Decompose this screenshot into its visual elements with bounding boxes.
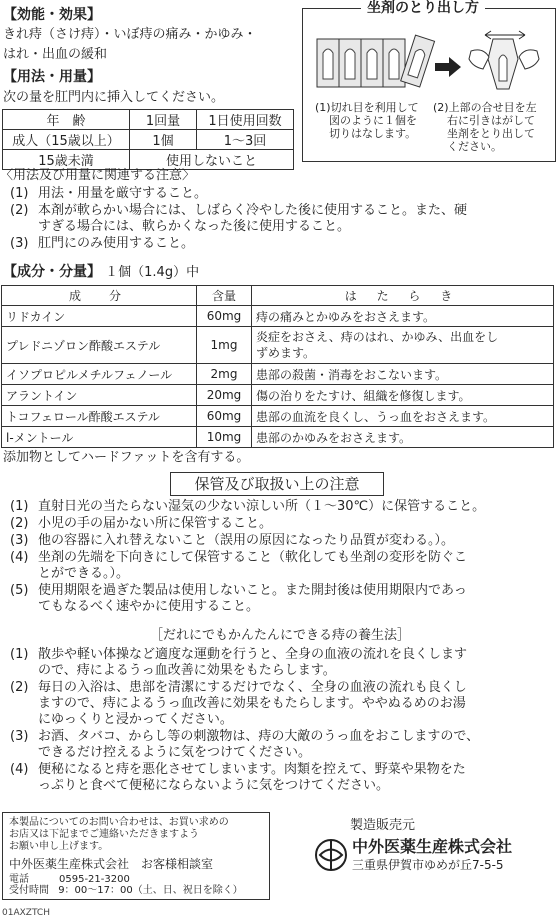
- care-item-number: (3): [10, 729, 29, 744]
- contact-desk: 中外医薬生産株式会社 お客様相談室: [9, 857, 214, 871]
- care-item-line: お酒、タバコ、からし等の刺激物は、痔の大敵のうっ血をおこしますので、: [38, 729, 480, 744]
- extraction-step-1-line: (1)切れ目を利用して: [315, 101, 419, 114]
- peeling-hands-icon: [469, 31, 539, 89]
- care-item-line: っぷりと食べて便秘にならないように気をつけてください。: [38, 778, 390, 793]
- contact-phone-line: [9, 874, 29, 885]
- ingredients-heading: 【成分・分量】: [3, 264, 101, 280]
- usage-note-item: [10, 203, 556, 235]
- contact-hours-label: 受付時間: [9, 885, 49, 896]
- ingredient-name: リドカイン: [2, 306, 197, 327]
- ingredient-row: [2, 364, 554, 385]
- ingredients-additive: 添加物としてハードファットを含有する。: [3, 450, 250, 465]
- extraction-step-2-line: 坐剤をとり出して: [447, 127, 535, 140]
- usage-heading: 【用法・用量】: [3, 69, 101, 85]
- dosage-header-frequency: 1日使用回数: [197, 110, 294, 130]
- contact-intro: [9, 817, 229, 853]
- manufacturer-name: 中外医薬生産株式会社: [352, 837, 513, 856]
- care-item-line: にゆっくりと浸かってください。: [38, 712, 233, 727]
- ingredient-amount: 60mg: [197, 406, 252, 427]
- storage-item-line: 直射日光の当たらない湿気の少ない涼しい所（１～30℃）に保管すること。: [38, 499, 486, 514]
- usage-note-number: (2): [10, 203, 29, 218]
- storage-item-text: [38, 499, 558, 515]
- care-item-text: [38, 762, 558, 794]
- storage-item-number: (2): [10, 516, 29, 531]
- contact-box: [2, 812, 270, 900]
- care-item-line: 毎日の入浴は、患部を清潔にするだけでなく、全身の血液の流れも良くし: [38, 680, 467, 695]
- contact-phone-label: 電話: [9, 874, 29, 885]
- ingredient-row: [2, 327, 554, 364]
- company-logo-icon: [314, 838, 348, 872]
- ingredient-amount: 1mg: [197, 327, 252, 364]
- ingredient-name: アラントイン: [2, 385, 197, 406]
- contact-intro-line: お店又は下記までご連絡いただきますよう: [9, 829, 199, 840]
- usage-note-line: すぎる場合には、軟らかくなった後に使用すること。: [38, 219, 351, 234]
- manufacturer-label: 製造販売元: [350, 818, 416, 833]
- ingredients-header-name: 成 分: [2, 286, 197, 306]
- storage-item-number: (3): [10, 533, 29, 548]
- storage-item: [10, 499, 558, 515]
- ingredient-effect-line: 炎症をおさえ、痔のはれ、かゆみ、出血をし: [256, 330, 499, 344]
- storage-item-line: 坐剤の先端を下向きにして保管すること（軟化しても坐剤の変形を防ぐこ: [38, 550, 468, 565]
- extraction-illustration: [313, 29, 553, 99]
- usage-note-line: 本剤が軟らかい場合には、しばらく冷やした後に使用すること。また、硬: [38, 203, 468, 218]
- ingredient-effect-line: ずめます。: [256, 346, 316, 360]
- care-item-text: [38, 680, 558, 728]
- ingredients-header-effect: は た ら き: [252, 286, 554, 306]
- storage-item-line: 他の容器に入れ替えないこと（誤用の原因になったり品質が変わる。）。: [38, 533, 455, 548]
- dosage-header-dose: 1回量: [130, 110, 197, 130]
- care-item-line: できるだけ控えるように気をつけてください。: [38, 745, 312, 760]
- ingredient-effect: 傷の治りをたすけ、組織を修復します。: [252, 385, 554, 406]
- ingredient-name: l-メントール: [2, 427, 197, 448]
- storage-item-text: [38, 583, 558, 615]
- storage-item: [10, 550, 558, 582]
- care-item-line: ますので、痔によるうっ血改善に効果をもたらします。ややぬるめのお湯: [38, 696, 466, 711]
- extraction-step-2-line: (2)上部の合せ目を左: [433, 101, 537, 114]
- storage-item-number: (4): [10, 550, 29, 565]
- storage-item-text: [38, 533, 558, 549]
- care-item-text: [38, 729, 558, 761]
- storage-list: [10, 499, 558, 616]
- dosage-frequency-adult: 1～3回: [197, 130, 294, 150]
- extraction-box: [302, 0, 556, 162]
- care-item-number: (2): [10, 680, 29, 695]
- ingredient-row: [2, 406, 554, 427]
- storage-item-line: てもなるべく速やかに使用すること。: [38, 599, 260, 614]
- usage-notes-list: [10, 186, 556, 253]
- care-heading: ［だれにでもかんたんにできる痔の養生法］: [149, 628, 410, 643]
- ingredients-table: [1, 285, 554, 448]
- usage-note-text: [38, 203, 556, 235]
- ingredient-name: トコフェロール酢酸エステル: [2, 406, 197, 427]
- dosage-header-row: [3, 110, 294, 130]
- dosage-row-adult: [3, 130, 294, 150]
- extraction-step-2: [433, 101, 537, 153]
- care-item-number: (1): [10, 647, 29, 662]
- care-item: [10, 729, 558, 761]
- effects-heading: 【効能・効果】: [3, 7, 101, 23]
- extraction-title: 坐剤のとり出し方: [361, 0, 485, 17]
- extraction-step-2-line: 右に引きはがして: [447, 114, 535, 127]
- usage-notes-heading: 〈用法及び用量に関連する注意〉: [0, 168, 196, 183]
- ingredient-effect: [252, 327, 554, 364]
- usage-note-number: (3): [10, 236, 29, 251]
- ingredients-header-amount: 含量: [197, 286, 252, 306]
- contact-hours: 9：00～17：00（土、日、祝日を除く）: [58, 885, 243, 896]
- dosage-age-child: 15歳未満: [3, 150, 130, 170]
- dosage-child-value: 使用しないこと: [130, 150, 294, 170]
- manufacturer-address: 三重県伊賀市ゆめが丘7-5-5: [352, 858, 504, 872]
- storage-item-text: [38, 516, 558, 532]
- ingredient-amount: 2mg: [197, 364, 252, 385]
- ingredient-name: イソプロピルメチルフェノール: [2, 364, 197, 385]
- extraction-step-1: [315, 101, 419, 140]
- usage-note-text: [38, 236, 556, 252]
- ingredient-amount: 60mg: [197, 306, 252, 327]
- care-item-text: [38, 647, 558, 679]
- storage-item: [10, 583, 558, 615]
- extraction-step-1-line: 切りはなします。: [329, 127, 417, 140]
- dosage-row-child: [3, 150, 294, 170]
- care-list: [10, 647, 558, 795]
- contact-intro-line: お願い申し上げます。: [9, 841, 109, 852]
- usage-note-line: 用法・用量を厳守すること。: [38, 186, 208, 201]
- storage-item-text: [38, 550, 558, 582]
- effects-line-2: はれ・出血の緩和: [3, 47, 108, 62]
- care-item: [10, 647, 558, 679]
- ingredient-effect: 患部の血流を良くし、うっ血をおさえます。: [252, 406, 554, 427]
- ingredients-per-unit: １個（1.4g）中: [105, 265, 200, 280]
- dosage-dose-adult: 1個: [130, 130, 197, 150]
- care-item-number: (4): [10, 762, 29, 777]
- storage-item-line: とができる。）。: [38, 566, 130, 581]
- usage-note-number: (1): [10, 186, 29, 201]
- storage-heading: 保管及び取扱い上の注意: [170, 472, 384, 496]
- ingredients-heading-line: [3, 264, 199, 281]
- product-code: 01AXZTCH: [2, 908, 50, 918]
- right-arrow-icon: [435, 57, 461, 77]
- care-item: [10, 762, 558, 794]
- ingredient-effect: 患部のかゆみをおさえます。: [252, 427, 554, 448]
- usage-note-item: [10, 236, 556, 252]
- care-item-line: 便秘になると痔を悪化させてしまいます。肉類を控えて、野菜や果物をた: [38, 762, 466, 777]
- care-item-line: 散歩や軽い体操など適度な運動を行うと、全身の血液の流れを良くします: [38, 647, 468, 662]
- effects-line-1: きれ痔（さけ痔）・いぼ痔の痛み・かゆみ・: [3, 27, 257, 42]
- ingredient-name: プレドニゾロン酢酸エステル: [2, 327, 197, 364]
- ingredient-row: [2, 427, 554, 448]
- contact-intro-line: 本製品についてのお問い合わせは、お買い求めの: [9, 817, 229, 828]
- extraction-step-2-line: ください。: [447, 140, 502, 153]
- extraction-step-1-line: 図のように１個を: [329, 114, 417, 127]
- suppository-strip-icon: [317, 35, 435, 87]
- dosage-header-age: 年 齢: [3, 110, 130, 130]
- contact-phone: 0595-21-3200: [59, 874, 130, 885]
- ingredient-amount: 10mg: [197, 427, 252, 448]
- ingredient-row: [2, 306, 554, 327]
- dosage-table: [2, 109, 294, 170]
- ingredient-row: [2, 385, 554, 406]
- storage-item: [10, 533, 558, 549]
- storage-item-number: (1): [10, 499, 29, 514]
- usage-intro: 次の量を肛門内に挿入してください。: [3, 90, 225, 105]
- ingredient-amount: 20mg: [197, 385, 252, 406]
- storage-item-line: 小児の手の届かない所に保管すること。: [38, 516, 273, 531]
- storage-item-number: (5): [10, 583, 29, 598]
- dosage-age-adult: 成人（15歳以上）: [3, 130, 130, 150]
- care-item-line: ので、痔によるうっ血改善に効果をもたらします。: [38, 663, 336, 678]
- usage-note-text: [38, 186, 556, 202]
- usage-note-line: 肛門にのみ使用すること。: [38, 236, 195, 251]
- care-item: [10, 680, 558, 728]
- storage-item: [10, 516, 558, 532]
- contact-hours-line: [9, 885, 243, 897]
- storage-item-line: 使用期限を過ぎた製品は使用しないこと。また開封後は使用期限内であっ: [38, 583, 467, 598]
- ingredient-effect: 痔の痛みとかゆみをおさえます。: [252, 306, 554, 327]
- ingredient-effect: 患部の殺菌・消毒をおこないます。: [252, 364, 554, 385]
- ingredients-header-row: [2, 286, 554, 306]
- usage-note-item: [10, 186, 556, 202]
